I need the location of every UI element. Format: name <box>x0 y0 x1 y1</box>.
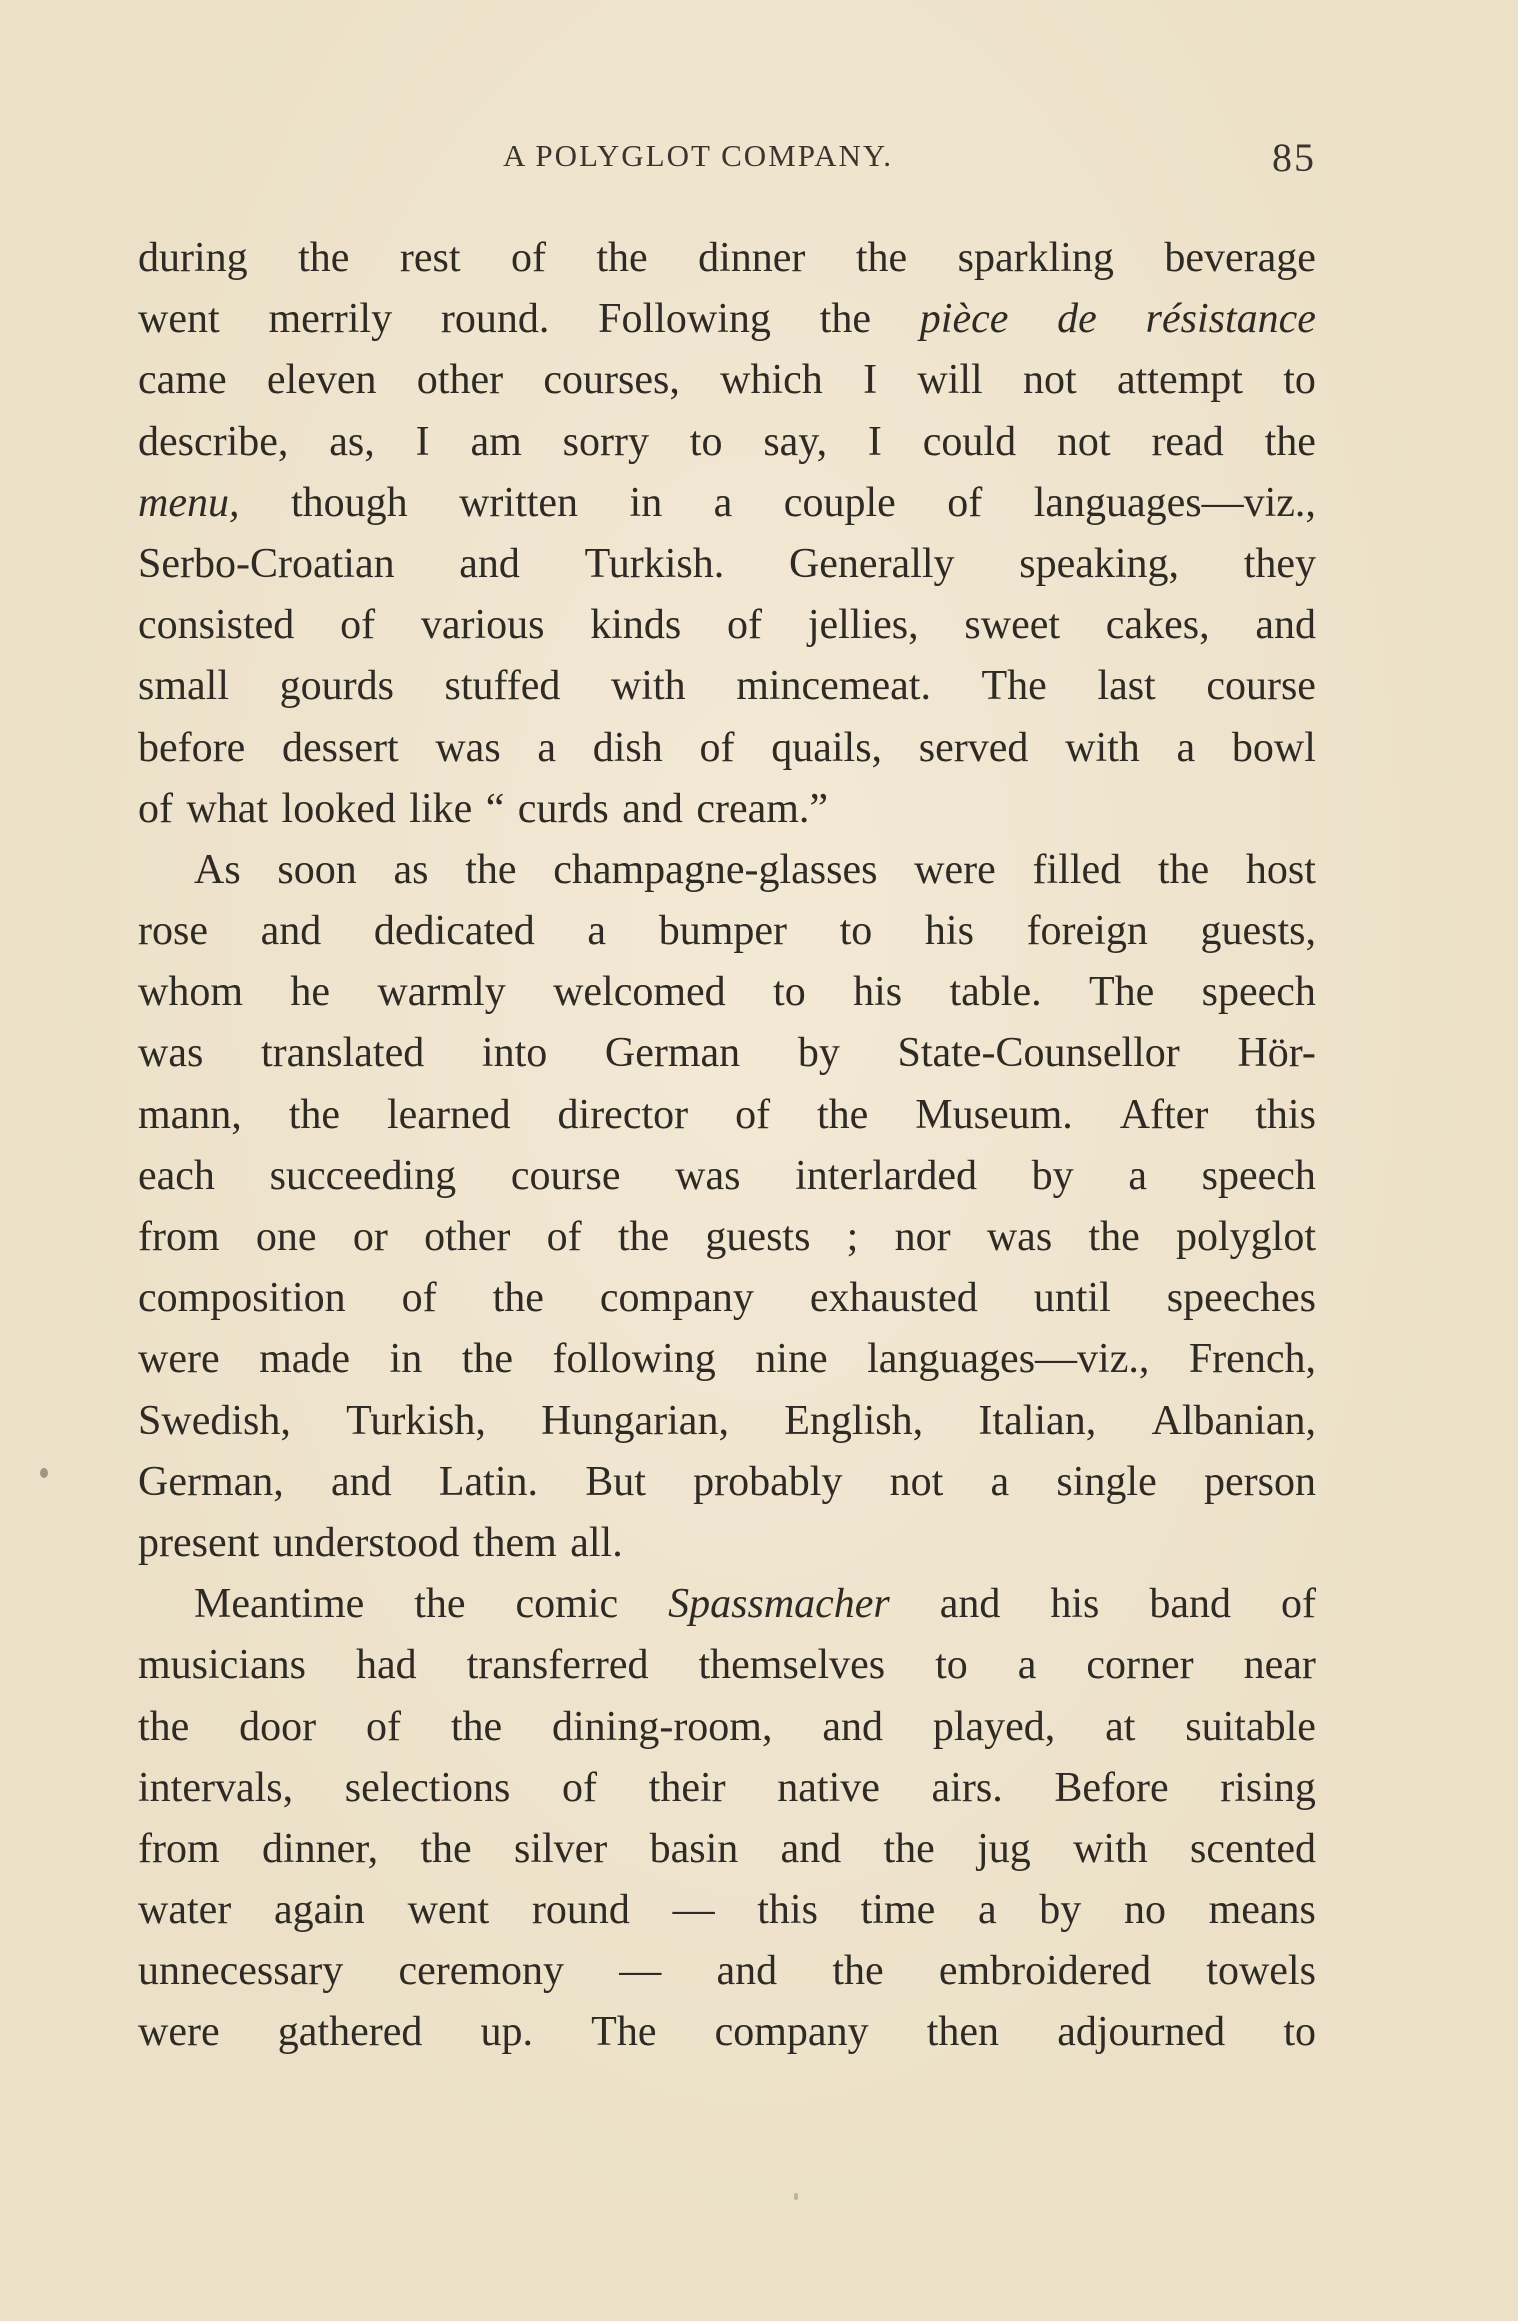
word: — <box>672 1887 715 1934</box>
text-line <box>138 840 1316 901</box>
margin-ink-mark <box>40 1468 48 1478</box>
text-line <box>138 1513 1316 1574</box>
word: will <box>917 357 983 404</box>
word: rose <box>138 908 208 955</box>
word: various <box>420 602 545 649</box>
word: speaking, <box>1019 540 1180 587</box>
word: written <box>459 479 579 526</box>
word: and <box>716 1948 778 1995</box>
word: were <box>138 2009 220 2056</box>
text-line <box>138 718 1316 779</box>
text-line <box>138 901 1316 962</box>
word: other <box>416 357 504 404</box>
word: the <box>817 1091 869 1138</box>
text-line <box>138 1697 1316 1758</box>
word: of <box>562 1764 598 1811</box>
word: then <box>926 2009 1000 2056</box>
word: silver <box>513 1825 608 1872</box>
word: intervals, <box>138 1764 294 1811</box>
word: translated <box>260 1030 425 1077</box>
word: résistance <box>1145 296 1316 343</box>
word: Generally <box>788 540 955 587</box>
word: the <box>450 1703 503 1750</box>
text-line <box>138 350 1316 411</box>
word: the <box>420 1825 472 1872</box>
text-line <box>138 962 1316 1023</box>
text-line <box>138 1941 1316 2002</box>
word: Following <box>598 296 771 343</box>
word: they <box>1243 540 1316 587</box>
word: I <box>415 418 430 465</box>
word: of <box>340 602 376 649</box>
word: a <box>977 1887 997 1934</box>
word: jellies, <box>807 602 919 649</box>
word: kinds <box>590 602 682 649</box>
word: transferred <box>466 1642 649 1689</box>
word: The <box>981 663 1047 710</box>
word: served <box>918 724 1029 771</box>
text-line <box>138 1635 1316 1696</box>
word: scented <box>1190 1825 1316 1872</box>
text-line <box>138 2002 1316 2063</box>
word: what <box>186 785 269 832</box>
word: Albanian, <box>1151 1397 1316 1444</box>
word: comic <box>515 1581 619 1628</box>
word: of <box>735 1091 771 1138</box>
word: the <box>288 1091 341 1138</box>
word: round. <box>440 296 550 343</box>
word: succeeding <box>269 1152 457 1199</box>
word: champagne-glasses <box>553 846 878 893</box>
word: dish <box>592 724 663 771</box>
word: host <box>1245 846 1316 893</box>
word: mincemeat. <box>736 663 931 710</box>
word: interlarded <box>795 1152 978 1199</box>
word: themselves <box>698 1642 886 1689</box>
word: sweet <box>964 602 1061 649</box>
word: director <box>557 1091 689 1138</box>
word: with <box>1065 724 1140 771</box>
word: Meantime <box>194 1581 365 1628</box>
word: After <box>1119 1091 1209 1138</box>
word: Turkish, <box>346 1397 486 1444</box>
word: bowl <box>1231 724 1316 771</box>
word: as <box>393 846 429 893</box>
word: describe, <box>138 418 289 465</box>
word: a <box>1176 724 1196 771</box>
word: single <box>1056 1458 1157 1505</box>
word: Turkish. <box>584 540 725 587</box>
word: their <box>648 1764 726 1811</box>
word: the <box>138 1703 190 1750</box>
word: adjourned <box>1057 2009 1226 2056</box>
word: his <box>853 969 903 1016</box>
word: to <box>1283 2009 1316 2056</box>
text-line <box>138 779 1316 840</box>
word: a <box>1017 1642 1037 1689</box>
word: ; <box>846 1214 859 1260</box>
word: gourds <box>279 663 394 710</box>
paper-speck <box>794 2193 798 2200</box>
word: German <box>604 1030 741 1077</box>
word: a <box>713 479 733 526</box>
text-line <box>138 1574 1316 1635</box>
word: by <box>1031 1152 1074 1199</box>
text-line <box>138 1207 1316 1268</box>
word: — <box>619 1948 662 1995</box>
text-line <box>138 412 1316 473</box>
word: suitable <box>1185 1703 1316 1750</box>
page-number: 85 <box>1272 135 1316 180</box>
word: had <box>355 1642 417 1689</box>
word: the <box>298 235 350 281</box>
word: read <box>1151 418 1224 465</box>
word: company <box>714 2009 869 2056</box>
word: to <box>773 969 806 1016</box>
word: means <box>1208 1887 1316 1934</box>
word: probably <box>693 1458 843 1505</box>
word: though <box>290 479 408 526</box>
word: sorry <box>562 418 649 465</box>
word: made <box>259 1336 351 1383</box>
word: was <box>986 1214 1053 1260</box>
word: merrily <box>268 296 393 343</box>
word: airs. <box>931 1764 1003 1811</box>
word: languages—viz., <box>1033 479 1316 526</box>
word: by <box>1039 1887 1082 1934</box>
word: from <box>138 1825 220 1872</box>
text-line <box>138 1085 1316 1146</box>
word: eleven <box>266 357 377 404</box>
word: As <box>194 846 241 893</box>
word: guests <box>705 1214 811 1260</box>
word: company <box>599 1275 754 1322</box>
text-line <box>138 534 1316 595</box>
word: of <box>510 235 546 281</box>
word: composition <box>138 1275 346 1322</box>
word: time <box>860 1887 936 1934</box>
word: to <box>935 1642 968 1689</box>
word: native <box>777 1764 880 1811</box>
word: bumper <box>658 908 787 955</box>
word: as, <box>329 418 375 465</box>
word: a <box>587 908 607 955</box>
word: basin <box>649 1825 739 1872</box>
word: last <box>1097 663 1156 710</box>
word: until <box>1033 1275 1111 1322</box>
word: band <box>1149 1581 1232 1628</box>
word: his <box>924 908 974 955</box>
text-line <box>138 1880 1316 1941</box>
text-line <box>138 473 1316 534</box>
word: exhausted <box>809 1275 978 1322</box>
word: of <box>546 1214 582 1260</box>
word: speech <box>1201 969 1316 1016</box>
word: to <box>839 908 873 955</box>
word: which <box>720 357 823 404</box>
word: and <box>331 1458 392 1505</box>
word: a <box>1128 1152 1147 1199</box>
word: The <box>591 2009 657 2056</box>
text-line <box>138 656 1316 717</box>
word: the <box>855 235 908 281</box>
word: the <box>1157 846 1210 893</box>
word: quails, <box>771 724 883 771</box>
word: whom <box>138 969 243 1016</box>
word: the <box>1088 1214 1140 1260</box>
word: a <box>537 724 557 771</box>
word: the <box>617 1214 670 1260</box>
word: selections <box>344 1764 511 1811</box>
word: towels <box>1206 1948 1316 1995</box>
word: of <box>1280 1581 1316 1628</box>
word: nine <box>755 1336 828 1383</box>
word: Serbo-Croatian <box>138 540 395 587</box>
word: foreign <box>1026 908 1148 955</box>
word: attempt <box>1117 357 1243 404</box>
word: beverage <box>1164 235 1316 281</box>
word: speeches <box>1166 1275 1316 1322</box>
word: the <box>465 846 517 893</box>
word: course <box>1206 663 1316 710</box>
text-line <box>138 595 1316 656</box>
word: and <box>822 1703 883 1750</box>
word: say, <box>763 418 828 465</box>
word: of <box>138 785 173 832</box>
word: the <box>596 235 648 281</box>
word: menu, <box>138 479 240 526</box>
word: and <box>1255 602 1316 649</box>
word: Museum. <box>915 1091 1073 1138</box>
word: not <box>1023 357 1077 404</box>
word: the <box>492 1275 544 1322</box>
word: welcomed <box>553 969 726 1016</box>
word: was <box>435 724 501 771</box>
text-line <box>138 289 1316 350</box>
word: small <box>138 663 229 710</box>
word: rest <box>399 235 461 281</box>
word: up. <box>480 2009 534 2056</box>
text-line <box>138 228 1316 289</box>
word: and <box>459 540 520 587</box>
word: and <box>260 908 322 955</box>
word: one <box>255 1214 317 1260</box>
word: into <box>481 1030 548 1077</box>
word: filled <box>1032 846 1122 893</box>
word: musicians <box>138 1642 306 1689</box>
word: gathered <box>277 2009 423 2056</box>
word: during <box>138 235 248 281</box>
word: played, <box>932 1703 1056 1750</box>
word: went <box>407 1887 490 1934</box>
running-head <box>138 135 1316 188</box>
word: State-Counsellor <box>897 1030 1180 1077</box>
word: Hör- <box>1237 1030 1316 1077</box>
word: embroidered <box>938 1948 1152 1995</box>
word: I <box>863 357 878 404</box>
word: warmly <box>377 969 506 1016</box>
word: German, <box>138 1458 284 1505</box>
word: the <box>883 1825 935 1872</box>
word: the <box>832 1948 884 1995</box>
word: dinner, <box>261 1825 379 1872</box>
word: them <box>472 1519 557 1566</box>
word: or <box>352 1214 388 1260</box>
word: no <box>1123 1887 1166 1934</box>
word: dining-room, <box>552 1703 773 1750</box>
word: consisted <box>138 602 295 649</box>
word: near <box>1243 1642 1316 1689</box>
word: speech <box>1201 1152 1316 1199</box>
word: course <box>510 1152 621 1199</box>
word: the <box>1264 418 1316 465</box>
text-line <box>138 1391 1316 1452</box>
word: not <box>889 1458 944 1505</box>
word: his <box>1050 1581 1100 1628</box>
word: looked <box>281 785 396 832</box>
word: Before <box>1054 1764 1169 1811</box>
word: pièce <box>919 296 1009 343</box>
text-line <box>138 1819 1316 1880</box>
word: ceremony <box>398 1948 565 1995</box>
word: Swedish, <box>138 1397 291 1444</box>
word: and <box>939 1581 1001 1628</box>
text-line <box>138 1758 1316 1819</box>
word: were <box>914 846 996 893</box>
word: Italian, <box>978 1397 1097 1444</box>
word: of <box>947 479 983 526</box>
word: de <box>1057 296 1097 343</box>
word: to <box>689 418 723 465</box>
word: all. <box>570 1519 623 1566</box>
word: couple <box>783 479 896 526</box>
word: I <box>867 418 882 465</box>
word: not <box>1056 418 1111 465</box>
word: round <box>531 1887 630 1934</box>
word: polyglot <box>1175 1214 1316 1260</box>
word: dedicated <box>373 908 535 955</box>
word: the <box>819 296 871 343</box>
word: at <box>1105 1703 1136 1750</box>
text-line <box>138 1268 1316 1329</box>
word: mann, <box>138 1091 242 1138</box>
word: But <box>585 1458 646 1505</box>
word: this <box>757 1887 818 1934</box>
word: courses, <box>543 357 680 404</box>
running-title: A POLYGLOT COMPANY. <box>503 138 894 173</box>
word: again <box>273 1887 365 1934</box>
word: corner <box>1086 1642 1194 1689</box>
word: and <box>780 1825 842 1872</box>
word: Latin. <box>438 1458 539 1505</box>
word: was <box>675 1152 741 1199</box>
word: nor <box>894 1214 951 1260</box>
word: in <box>629 479 663 526</box>
word: came <box>138 357 227 404</box>
word: Spassmacher <box>668 1581 890 1628</box>
word: cakes, <box>1105 602 1210 649</box>
word: French, <box>1188 1336 1316 1383</box>
word: am <box>470 418 522 465</box>
word: of <box>699 724 735 771</box>
word: to <box>1283 357 1316 404</box>
word: guests, <box>1200 908 1316 955</box>
text-line <box>138 1329 1316 1390</box>
word: unnecessary <box>138 1948 344 1995</box>
word: following <box>552 1336 716 1383</box>
text-line <box>138 1023 1316 1084</box>
word: sparkling <box>957 235 1114 281</box>
word: understood <box>272 1519 460 1566</box>
word: could <box>922 418 1017 465</box>
text-line <box>138 1452 1316 1513</box>
word: from <box>138 1214 220 1260</box>
word: door <box>239 1703 317 1750</box>
word: curds <box>517 785 609 832</box>
word: each <box>138 1152 215 1199</box>
word: and <box>622 785 683 832</box>
word: stuffed <box>444 663 561 710</box>
word: he <box>290 969 331 1016</box>
word: table. <box>949 969 1042 1016</box>
word: rising <box>1220 1764 1316 1811</box>
word: dinner <box>698 235 806 281</box>
word: Hungarian, <box>541 1397 729 1444</box>
word: of <box>727 602 763 649</box>
word: jug <box>977 1825 1031 1872</box>
word: English, <box>784 1397 924 1444</box>
word: learned <box>387 1091 511 1138</box>
word: the <box>414 1581 466 1628</box>
body-text <box>138 228 1316 2064</box>
word: other <box>424 1214 511 1260</box>
word: before <box>138 724 246 771</box>
word: this <box>1255 1091 1316 1138</box>
word: like <box>409 785 473 832</box>
word: languages—viz., <box>867 1336 1150 1383</box>
word: soon <box>277 846 357 893</box>
word: went <box>138 296 220 343</box>
text-line <box>138 1146 1316 1207</box>
word: the <box>461 1336 513 1383</box>
word: was <box>138 1030 204 1077</box>
word: The <box>1088 969 1155 1016</box>
word: with <box>610 663 686 710</box>
word: with <box>1073 1825 1148 1872</box>
word: present <box>138 1519 260 1566</box>
word: cream.” <box>696 785 829 832</box>
word: were <box>138 1336 220 1383</box>
word: a <box>990 1458 1010 1505</box>
word: water <box>138 1887 232 1934</box>
word: of <box>401 1275 437 1322</box>
word: of <box>366 1703 401 1750</box>
word: in <box>389 1336 423 1383</box>
word: person <box>1203 1458 1316 1505</box>
word: dessert <box>281 724 399 771</box>
word: by <box>797 1030 840 1077</box>
word: “ <box>485 785 505 832</box>
